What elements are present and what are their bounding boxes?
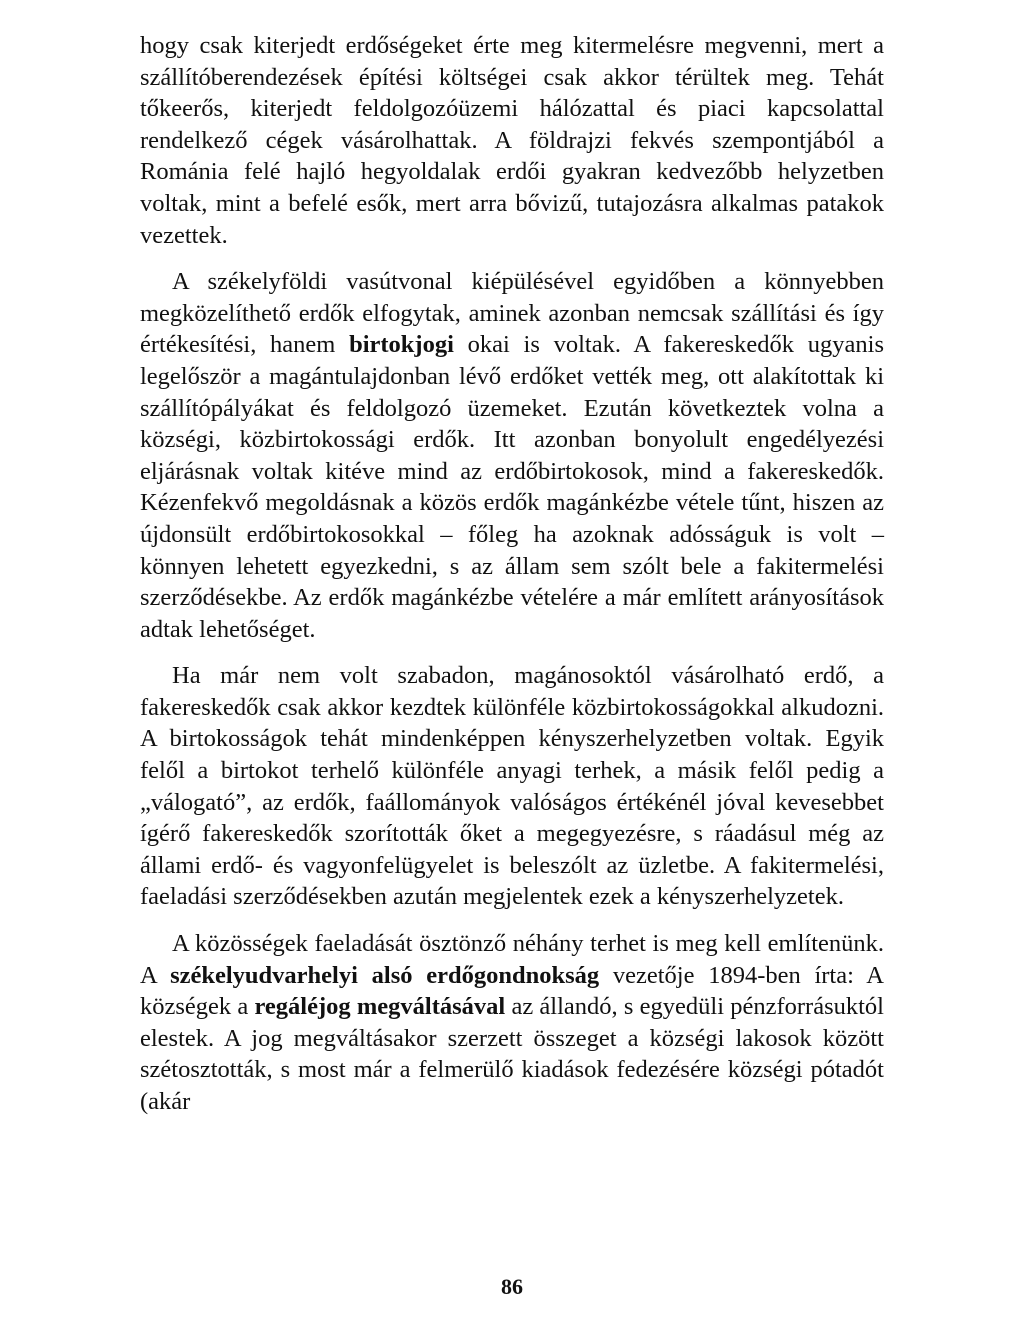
paragraph-3-text: Ha már nem volt szabadon, magánosoktól vásárolható erdő, a fakereskedők csak akkor kezdtek különféle közbirtokosságokkal alkudozni. A birtokosságok tehát mindenképpen kényszerhelyzetben voltak. Egyik felől a birtokot terhelő különféle anyagi terhek, a másik felől pedig a „válogató”, az erdők, faállományok valóságos értékénél jóval kevesebbet ígérő fakereskedők szorították őket a megegyezésre, s ráadásul még az állami erdő- és vagyonfelügyelet is beleszólt az üzletbe. A fakitermelési, faeladási szerződésekben azután megjelentek ezek a kényszerhelyzetek. [140, 662, 884, 911]
paragraph-1-text: hogy csak kiterjedt erdőségeket érte meg kitermelésre megvenni, mert a szállítóberendezések építési költségei csak akkor térültek meg. Tehát tőkeerős, kiterjedt feldolgozóüzemi hálózattal és piaci kapcsolattal rendelkező cégek vásárolhattak. A földrajzi fekvés szempontjából a Románia felé hajló hegyoldalak erdői gyakran kedvezőbb helyzetben voltak, mint a befelé esők, mert arra bővizű, tutajozásra alkalmas patakok vezettek. [140, 32, 884, 249]
paragraph-2-text-a: A székelyföldi vasútvonal kiépülésével egyidőben a könnyebben megközelíthető erdők elfogytak, aminek azonban nemcsak szállítási és így értékesítési, hanem [140, 268, 884, 359]
paragraph-1 [140, 30, 884, 251]
paragraph-4-text-c: az állandó, s egyedüli pénzforrásuktól elestek. A jog megváltásakor szerzett összeget a községi lakosok között szétosztották, s most már a felmerülő kiadások fedezésére községi pótadót (akár [140, 993, 884, 1115]
paragraph-4-text-a: A közösségek faeladását ösztönző néhány terhet is meg kell említenünk. A [140, 930, 884, 989]
paragraph-3 [140, 660, 884, 913]
page-number: 86 [501, 1274, 523, 1299]
bold-term-erdogondnoksag: székelyudvarhelyi alsó erdőgondnokság [170, 961, 600, 989]
bold-term-birtokjogi: birtokjogi [349, 331, 454, 359]
bold-term-regalejog: regáléjog megváltásával [254, 993, 506, 1021]
paragraph-4-text-b: vezetője 1894-ben írta: A községek a [140, 961, 884, 1021]
paragraph-4 [140, 928, 884, 1118]
paragraph-2-text-b: okai is voltak. A fakereskedők ugyanis legelőször a magántulajdonban lévő erdőket vették meg, ott alakítottak ki szállítópályákat és feldolgozó üzemeket. Ezután következtek volna a községi, közbirtokossági erdők. Itt azonban bonyolult engedélyezési eljárásnak voltak kitéve mind az erdőbirtokosok, mind a fakereskedők. Kézenfekvő megoldásnak a közös erdők magánkézbe vétele tűnt, hiszen az újdonsült erdőbirtokosokkal – főleg ha azoknak adósságuk is volt – könnyen lehetett egyezkedni, s az állam sem szólt bele a fakitermelési szerződésekbe. Az erdők magánkézbe vételére a már említett arányosítások adtak lehetőséget. [140, 331, 884, 643]
paragraph-2 [140, 266, 884, 645]
body-text [140, 30, 884, 1133]
